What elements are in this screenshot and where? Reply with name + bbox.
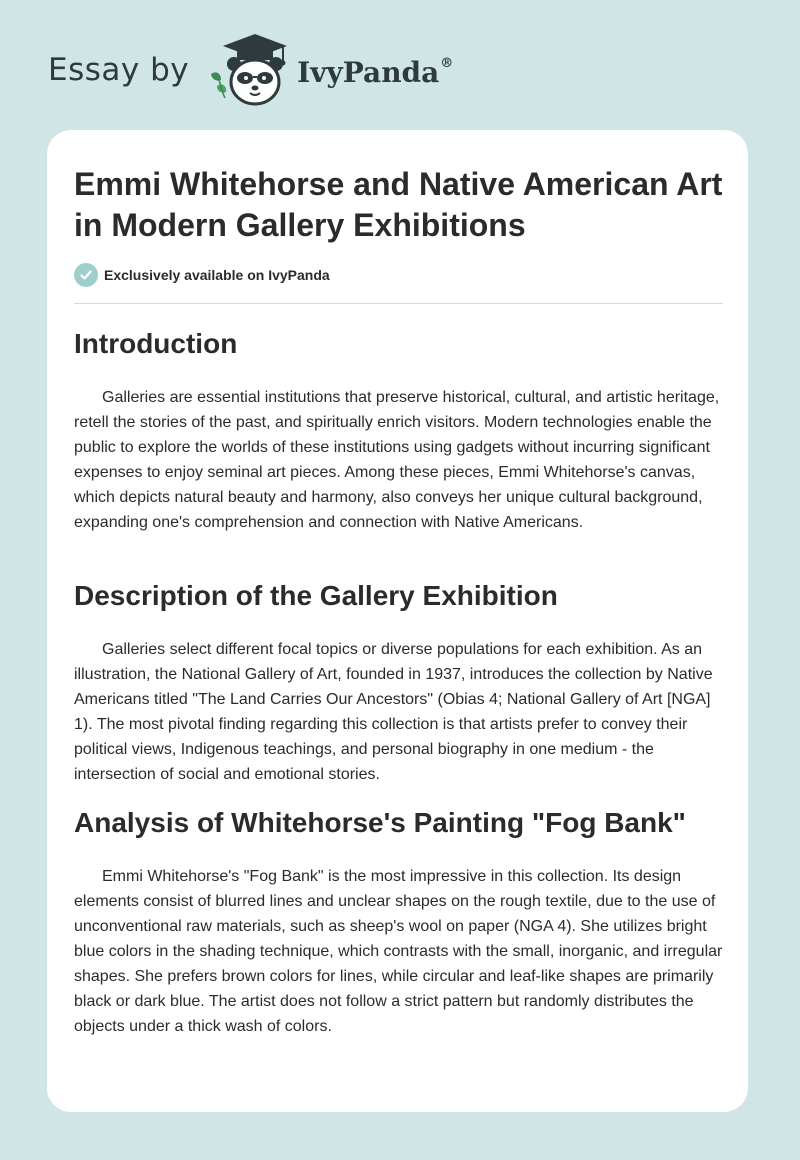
essay-by-label: Essay by	[48, 52, 190, 88]
section-body-introduction: Galleries are essential institutions that preserve historical, cultural, and artistic heritage, retell the stories of the past, and spiritually enrich visitors. Modern technologies enable the public to explore the worlds of these institutions using gadgets without incurring significant expenses to enjoy seminal art pieces. Among these pieces, Emmi Whitehorse's canvas, which depicts natural beauty and harmony, also conveys her unique cultural background, expanding one's comprehension and connection with Native Americans.	[74, 389, 720, 531]
exclusive-badge	[74, 263, 330, 287]
check-circle-icon	[74, 263, 98, 287]
section-body-analysis: Emmi Whitehorse's "Fog Bank" is the most impressive in this collection. Its design elements consist of blurred lines and unclear shapes on the rough textile, due to the use of unconventional raw materials, such as sheep's wool on paper (NGA 4). She utilizes bright blue colors in the shading technique, which contrasts with the small, inorganic, and irregular shapes. She prefers brown colors for lines, while circular and leaf-like shapes are primarily black or dark blue. The artist does not follow a strict pattern but randomly distributes the objects under a thick wash of colors.	[74, 868, 723, 1035]
panda-graduate-icon[interactable]	[207, 30, 291, 110]
site-header	[48, 30, 453, 110]
essay-title: Emmi Whitehorse and Native American Art in Modern Gallery Exhibitions	[74, 166, 723, 243]
section-heading-introduction: Introduction	[74, 328, 238, 359]
divider	[74, 303, 723, 304]
section-heading-description: Description of the Gallery Exhibition	[74, 580, 558, 611]
section-heading-analysis: Analysis of Whitehorse's Painting "Fog Bank"	[74, 807, 686, 838]
brand-text: IvyPanda	[297, 55, 440, 89]
exclusive-label: Exclusively available on IvyPanda	[104, 267, 330, 283]
section-body-description: Galleries select different focal topics or diverse populations for each exhibition. As an illustration, the National Gallery of Art, founded in 1937, introduces the collection by Native Americans titled "The Land Carries Our Ancestors" (Obias 4; National Gallery of Art [NGA] 1). The most pivotal finding regarding this collection is that artists prefer to convey their political views, Indigenous teachings, and personal biography in one medium - the intersection of social and emotional stories.	[74, 641, 713, 783]
registered-mark: ®	[440, 56, 454, 72]
essay-card	[47, 130, 748, 1112]
brand-name[interactable]	[297, 56, 453, 89]
